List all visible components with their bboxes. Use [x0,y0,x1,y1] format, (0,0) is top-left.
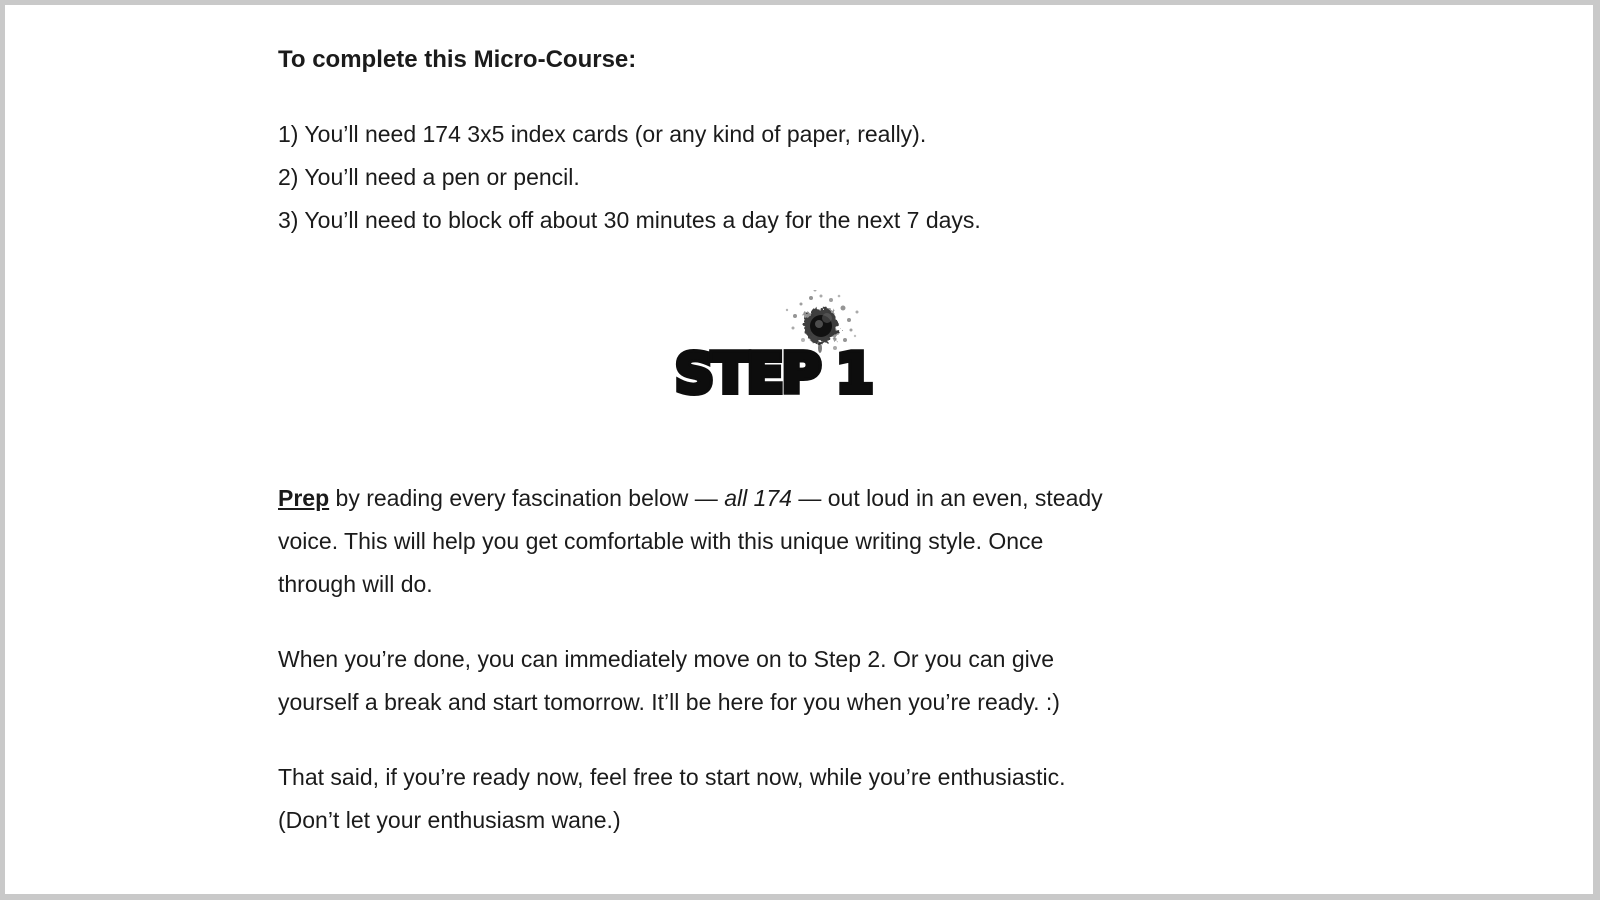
that-said-line-2: (Don’t let your enthusiasm wane.) [278,807,621,833]
prep-line-2: voice. This will help you get comfortable with this unique writing style. Once [278,528,1044,554]
step-1-label: STEP 1 [675,342,872,402]
requirement-line: 2) You’ll need a pen or pencil. [278,164,580,190]
requirement-line: 3) You’ll need to block off about 30 minutes a day for the next 7 days. [278,207,981,233]
document-content [278,5,1288,842]
requirement-line: 1) You’ll need 174 3x5 index cards (or any kind of paper, really). [278,121,927,147]
that-said-paragraph [278,756,1288,842]
prep-line-1 [278,477,1288,520]
section-heading: To complete this Micro-Course: [278,46,637,73]
emphasis-all-174: all 174 [724,485,792,511]
prep-paragraph [278,477,1288,606]
step-1-figure [278,290,1288,407]
prep-text: by reading every fascination below — [329,485,725,511]
step-1-graphic [673,290,893,402]
when-line-2: yourself a break and start tomorrow. It’ll be here for you when you’re ready. :) [278,689,1060,715]
that-said-line-1: That said, if you’re ready now, feel free to start now, while you’re enthusiastic. [278,764,1066,790]
prep-text: — out loud in an even, steady [791,485,1103,511]
when-done-paragraph [278,638,1288,724]
prep-lead: Prep [278,485,330,511]
requirements-list [278,113,1288,242]
prep-line-3: through will do. [278,571,433,597]
when-line-1: When you’re done, you can immediately move on to Step 2. Or you can give [278,646,1055,672]
